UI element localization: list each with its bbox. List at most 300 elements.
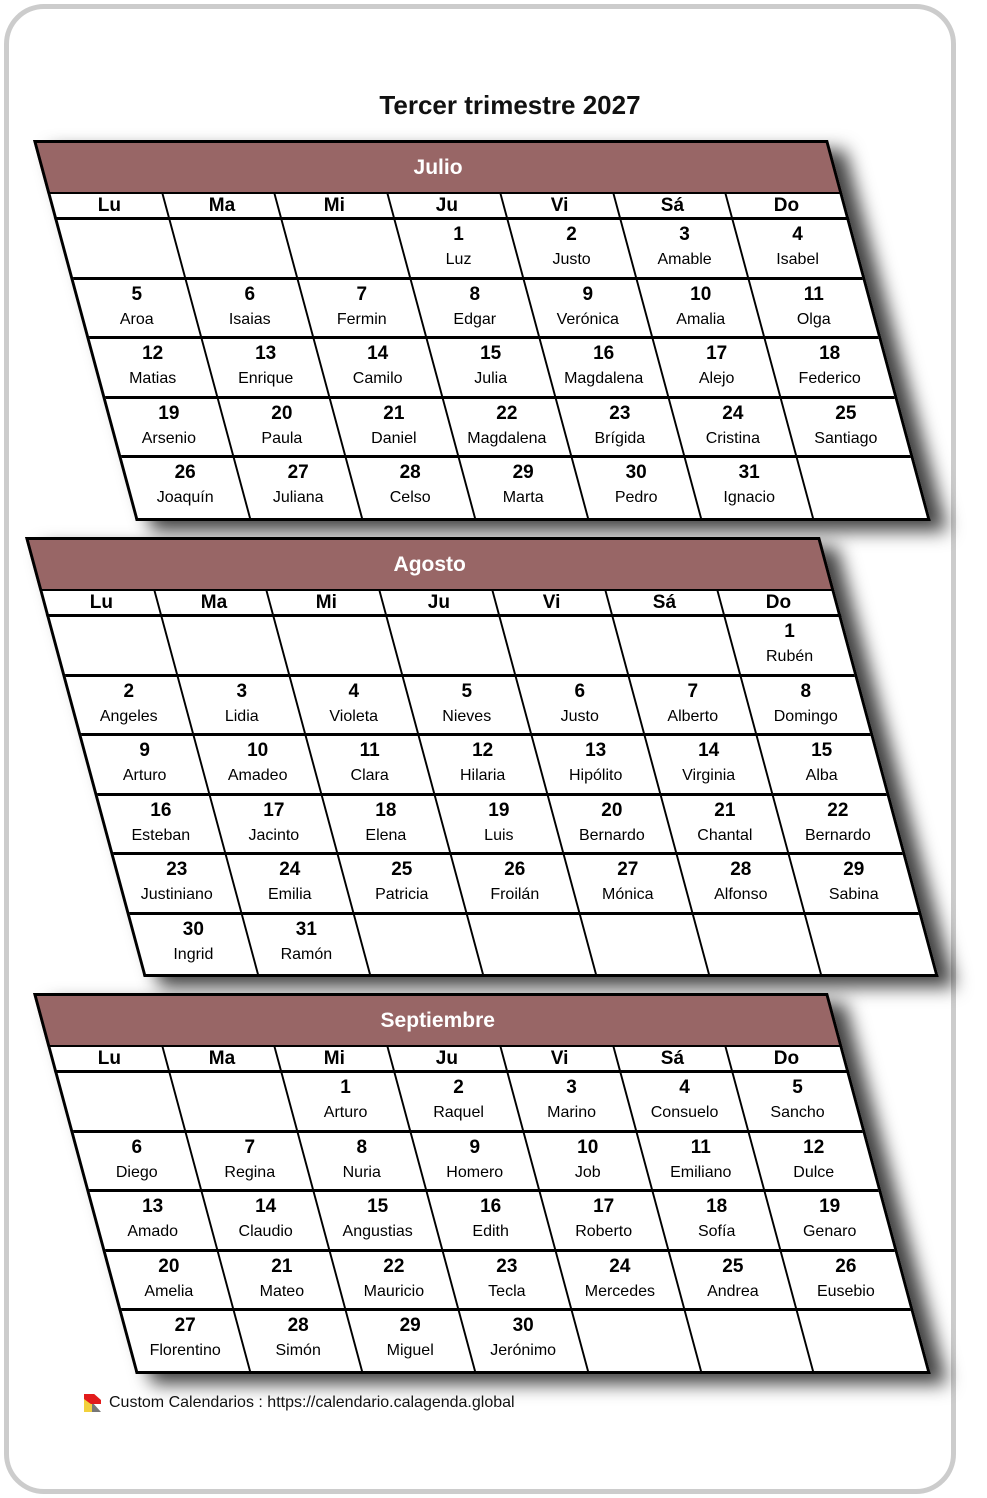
saint-name: Nuria (342, 1163, 382, 1181)
saint-name: Raquel (433, 1104, 485, 1121)
saint-name: Violeta (329, 707, 379, 725)
day-cell (766, 1192, 894, 1249)
day-cell (677, 855, 805, 912)
day-number: 23 (166, 859, 188, 880)
day-cell (541, 1192, 669, 1249)
day-number: 6 (244, 283, 255, 305)
weekday-header-row (48, 1047, 850, 1073)
day-number: 1 (340, 1077, 352, 1098)
day-cell (734, 220, 862, 277)
saint-name: Homero (446, 1163, 504, 1181)
weekday-label: Ma (208, 1047, 235, 1069)
saint-name: Emilia (267, 886, 312, 903)
day-number: 20 (600, 799, 623, 821)
saint-name: Olga (796, 310, 831, 328)
saint-name: Miguel (387, 1342, 435, 1359)
day-number: 17 (592, 1196, 615, 1217)
month-agosto (25, 537, 939, 977)
week-row (122, 1311, 927, 1371)
week-row (90, 339, 895, 399)
empty-cell (798, 1311, 927, 1371)
day-cell (645, 736, 773, 793)
day-cell (98, 796, 226, 853)
weekday-cell (276, 1047, 395, 1070)
day-cell (106, 1252, 234, 1309)
day-number: 11 (360, 740, 381, 761)
day-number: 10 (689, 283, 711, 305)
day-number: 4 (348, 680, 360, 702)
day-cell (758, 736, 886, 793)
weekday-cell (268, 591, 387, 614)
day-number: 30 (625, 462, 647, 483)
weekday-cell (727, 1047, 846, 1070)
day-number: 20 (270, 402, 292, 424)
day-cell (436, 796, 564, 853)
day-number: 31 (738, 462, 760, 483)
day-number: 12 (142, 343, 164, 364)
saint-name: Andrea (706, 1282, 759, 1300)
weekday-label: Ju (436, 1047, 459, 1069)
day-number: 22 (383, 1255, 405, 1277)
day-cell (637, 280, 765, 337)
saint-name: Froilán (490, 886, 540, 903)
weekday-cell (493, 591, 612, 614)
weekday-label: Vi (551, 1047, 569, 1069)
saint-name: Nieves (442, 707, 492, 725)
day-number: 30 (512, 1315, 534, 1336)
day-number: 9 (582, 283, 593, 305)
day-cell (782, 399, 910, 456)
weekday-label: Do (765, 591, 791, 613)
day-number: 21 (713, 799, 735, 821)
day-number: 9 (139, 740, 150, 761)
day-number: 24 (278, 859, 301, 880)
day-number: 18 (819, 343, 841, 364)
saint-name: Camilo (353, 370, 403, 387)
day-cell (186, 280, 314, 337)
weekday-label: Mi (315, 591, 338, 613)
saint-name: Magdalena (563, 370, 644, 387)
saint-name: Simón (275, 1342, 321, 1359)
empty-cell (170, 1073, 298, 1130)
day-cell (74, 280, 202, 337)
saint-name: Mauricio (363, 1282, 425, 1300)
empty-cell (685, 1311, 814, 1371)
day-number: 27 (617, 859, 639, 880)
empty-cell (355, 915, 484, 975)
day-cell (782, 1252, 910, 1309)
weekday-label: Ma (200, 591, 227, 613)
weeks (55, 220, 931, 521)
weekday-label: Vi (543, 591, 561, 613)
saint-name: Hilaria (460, 767, 506, 784)
day-cell (66, 677, 194, 734)
day-cell (106, 399, 234, 456)
day-cell (396, 1073, 524, 1130)
day-number: 13 (142, 1196, 164, 1217)
day-number: 26 (174, 462, 196, 483)
saint-name: Lidia (224, 707, 259, 725)
day-cell (178, 677, 306, 734)
saint-name: Luis (484, 826, 514, 844)
empty-cell (50, 617, 178, 674)
weekday-cell (614, 194, 733, 217)
empty-cell (500, 617, 628, 674)
day-cell (508, 220, 636, 277)
day-number: 19 (158, 402, 180, 424)
day-cell (339, 855, 467, 912)
week-row (58, 220, 863, 280)
week-row (58, 1073, 863, 1133)
day-cell (661, 796, 789, 853)
day-cell (299, 1133, 427, 1190)
day-number: 15 (367, 1196, 389, 1217)
day-number: 23 (608, 402, 631, 424)
day-number: 22 (496, 402, 518, 424)
day-cell (750, 1133, 878, 1190)
saint-name: Amable (657, 251, 712, 268)
weekday-label: Sá (660, 194, 685, 216)
saint-name: Marta (502, 489, 544, 506)
day-number: 17 (262, 799, 284, 821)
saint-name: Ingrid (173, 945, 214, 963)
saint-name: Amalia (675, 310, 725, 328)
empty-cell (283, 220, 411, 277)
saint-name: Domingo (773, 707, 838, 725)
saint-name: Jacinto (248, 826, 299, 844)
weekday-cell (389, 1047, 508, 1070)
empty-cell (806, 915, 935, 975)
month-julio (33, 140, 931, 521)
saint-name: Clara (350, 767, 390, 784)
saint-name: Marino (546, 1104, 596, 1121)
day-cell (194, 736, 322, 793)
saint-name: Justo (552, 251, 591, 268)
day-cell (452, 855, 580, 912)
day-cell (573, 458, 702, 518)
day-number: 9 (469, 1136, 481, 1158)
day-cell (549, 796, 677, 853)
day-number: 22 (827, 799, 849, 821)
weekday-label: Lu (89, 591, 113, 613)
day-cell (315, 339, 443, 396)
saint-name: Dulce (793, 1163, 835, 1181)
day-number: 24 (608, 1255, 631, 1277)
saint-name: Sancho (770, 1104, 825, 1121)
empty-cell (388, 617, 516, 674)
empty-cell (162, 617, 290, 674)
day-cell (283, 1073, 411, 1130)
saint-name: Regina (223, 1163, 275, 1181)
weekday-cell (163, 194, 282, 217)
day-cell (774, 796, 902, 853)
weekday-label: Ju (436, 194, 459, 216)
saint-name: Isaias (228, 310, 271, 328)
saint-name: Elena (365, 826, 407, 844)
day-cell (524, 280, 652, 337)
day-cell (420, 736, 548, 793)
week-row (130, 915, 935, 975)
day-number: 3 (236, 680, 247, 702)
week-row (98, 796, 903, 856)
saint-name: Bernardo (578, 826, 645, 844)
day-number: 28 (287, 1315, 309, 1336)
day-cell (315, 1192, 443, 1249)
day-cell (557, 399, 685, 456)
saint-name: Verónica (556, 310, 619, 328)
empty-cell (58, 1073, 186, 1130)
day-cell (130, 915, 259, 975)
page-title: Tercer trimestre 2027 (379, 90, 641, 120)
day-number: 8 (469, 283, 481, 305)
day-number: 29 (512, 462, 534, 483)
day-number: 26 (835, 1255, 857, 1277)
day-cell (524, 1133, 652, 1190)
day-number: 13 (584, 740, 607, 761)
saint-name: Mateo (259, 1282, 304, 1300)
day-number: 19 (819, 1196, 841, 1217)
day-number: 5 (461, 680, 473, 702)
weekday-cell (51, 1047, 170, 1070)
saint-name: Pedro (614, 489, 658, 506)
day-cell (444, 1252, 572, 1309)
saint-name: Patricia (375, 886, 429, 903)
weekday-cell (719, 591, 838, 614)
day-number: 20 (158, 1255, 180, 1277)
saint-name: Alba (805, 767, 838, 784)
empty-cell (468, 915, 597, 975)
empty-cell (573, 1311, 702, 1371)
weekday-label: Lu (97, 1047, 121, 1069)
day-cell (637, 1133, 765, 1190)
day-cell (331, 399, 459, 456)
empty-cell (613, 617, 741, 674)
saint-name: Juliana (272, 489, 324, 506)
day-number: 7 (244, 1136, 255, 1158)
day-number: 11 (690, 1136, 711, 1158)
day-cell (460, 1311, 589, 1371)
day-number: 18 (375, 799, 397, 821)
empty-cell (581, 915, 710, 975)
day-cell (307, 736, 435, 793)
saint-name: Jerónimo (490, 1342, 557, 1359)
weekday-label: Do (773, 194, 799, 216)
weeks (47, 617, 939, 977)
saint-name: Joaquín (156, 489, 214, 506)
day-number: 12 (803, 1136, 825, 1158)
weekday-label: Ju (428, 591, 451, 613)
day-cell (766, 339, 894, 396)
week-row (82, 736, 887, 796)
month-header (25, 537, 835, 591)
saint-name: Federico (798, 370, 862, 387)
day-number: 12 (472, 740, 494, 761)
saint-name: Job (574, 1163, 601, 1181)
footer-link[interactable]: Custom Calendarios : https://calendario.calagenda.global (109, 1394, 515, 1411)
saint-name: Fermin (337, 310, 387, 328)
weekday-label: Ma (208, 194, 235, 216)
weekday-cell (389, 194, 508, 217)
day-cell (516, 677, 644, 734)
day-cell (790, 855, 918, 912)
day-number: 5 (792, 1077, 804, 1098)
weekday-header-row (40, 591, 842, 617)
day-cell (541, 339, 669, 396)
day-cell (396, 220, 524, 277)
day-cell (122, 458, 251, 518)
day-number: 14 (367, 343, 389, 364)
day-cell (428, 1192, 556, 1249)
day-cell (629, 677, 757, 734)
day-number: 21 (383, 402, 405, 424)
saint-name: Esteban (131, 826, 191, 844)
saint-name: Julia (474, 370, 508, 387)
weekday-label: Lu (97, 194, 121, 216)
weekday-cell (501, 1047, 620, 1070)
day-number: 15 (811, 740, 833, 761)
day-number: 16 (480, 1196, 502, 1217)
weekday-label: Vi (551, 194, 569, 216)
day-number: 2 (566, 224, 577, 245)
day-cell (621, 220, 749, 277)
day-cell (90, 339, 218, 396)
day-cell (742, 677, 870, 734)
saint-name: Genaro (803, 1223, 857, 1240)
saint-name: Eusebio (817, 1282, 875, 1300)
saint-name: Ignacio (722, 489, 775, 506)
saint-name: Alejo (698, 370, 735, 387)
saint-name: Amado (127, 1223, 179, 1240)
day-number: 30 (182, 918, 204, 940)
weekday-cell (606, 591, 725, 614)
day-number: 19 (488, 799, 510, 821)
day-cell (404, 677, 532, 734)
saint-name: Santiago (814, 429, 878, 447)
saint-name: Daniel (371, 429, 417, 447)
weeks (55, 1073, 931, 1374)
day-cell (291, 677, 419, 734)
day-number: 23 (496, 1255, 518, 1277)
saint-name: Amelia (144, 1282, 194, 1300)
day-number: 10 (246, 740, 268, 761)
day-number: 4 (678, 1077, 690, 1098)
day-number: 2 (123, 680, 134, 702)
week-row (74, 1133, 879, 1193)
empty-cell (170, 220, 298, 277)
day-cell (653, 339, 781, 396)
day-cell (243, 915, 372, 975)
day-cell (685, 458, 814, 518)
weekday-header-row (48, 194, 850, 220)
day-cell (227, 855, 355, 912)
day-number: 28 (400, 462, 422, 483)
saint-name: Celso (390, 489, 432, 506)
day-number: 25 (721, 1255, 743, 1277)
day-cell (508, 1073, 636, 1130)
saint-name: Luz (445, 251, 472, 268)
day-cell (235, 1311, 364, 1371)
day-cell (218, 399, 346, 456)
day-cell (218, 1252, 346, 1309)
saint-name: Ramón (280, 945, 332, 963)
weekday-cell (381, 591, 500, 614)
day-number: 6 (131, 1136, 142, 1158)
day-cell (653, 1192, 781, 1249)
saint-name: Tecla (488, 1282, 526, 1300)
saint-name: Isabel (776, 251, 820, 268)
day-cell (750, 280, 878, 337)
month-name: Agosto (393, 552, 467, 576)
saint-name: Brígida (594, 429, 645, 447)
day-cell (412, 280, 540, 337)
empty-cell (275, 617, 403, 674)
saint-name: Magdalena (467, 429, 547, 447)
day-number: 11 (803, 283, 824, 305)
saint-name: Chantal (696, 826, 752, 844)
week-row (50, 617, 855, 677)
footer (84, 1394, 515, 1412)
saint-name: Paula (260, 429, 302, 447)
weekday-cell (614, 1047, 733, 1070)
saint-name: Alberto (666, 707, 718, 725)
empty-cell (798, 458, 927, 518)
weekday-label: Mi (323, 1047, 346, 1069)
day-number: 14 (697, 740, 719, 761)
saint-name: Enrique (237, 370, 293, 387)
day-cell (557, 1252, 685, 1309)
week-row (74, 280, 879, 340)
saint-name: Mónica (601, 886, 654, 903)
saint-name: Edgar (453, 310, 497, 328)
saint-name: Claudio (238, 1223, 293, 1240)
weekday-cell (43, 591, 162, 614)
saint-name: Rubén (766, 648, 814, 665)
saint-name: Sabina (829, 886, 879, 903)
day-cell (726, 617, 854, 674)
day-number: 29 (843, 859, 865, 880)
week-row (106, 399, 911, 459)
day-number: 1 (784, 621, 796, 642)
day-number: 3 (678, 224, 690, 245)
empty-cell (693, 915, 822, 975)
week-row (66, 677, 871, 737)
weekday-cell (155, 591, 274, 614)
day-number: 6 (574, 680, 585, 702)
day-number: 7 (356, 283, 368, 305)
day-cell (428, 339, 556, 396)
saint-name: Arturo (324, 1104, 368, 1121)
day-cell (565, 855, 693, 912)
month-name: Septiembre (380, 1008, 496, 1032)
saint-name: Alfonso (713, 886, 768, 903)
day-number: 27 (174, 1315, 196, 1336)
saint-name: Amadeo (227, 767, 288, 784)
saint-name: Angeles (99, 707, 158, 725)
day-cell (74, 1133, 202, 1190)
day-number: 3 (566, 1077, 577, 1098)
saint-name: Roberto (575, 1223, 632, 1240)
saint-name: Diego (115, 1163, 158, 1181)
day-cell (331, 1252, 459, 1309)
day-number: 29 (400, 1315, 422, 1336)
day-number: 4 (792, 224, 804, 245)
day-number: 21 (270, 1255, 292, 1277)
day-cell (460, 458, 589, 518)
day-number: 7 (686, 680, 698, 702)
saint-name: Matias (129, 370, 177, 387)
day-number: 28 (729, 859, 751, 880)
weekday-cell (51, 194, 170, 217)
